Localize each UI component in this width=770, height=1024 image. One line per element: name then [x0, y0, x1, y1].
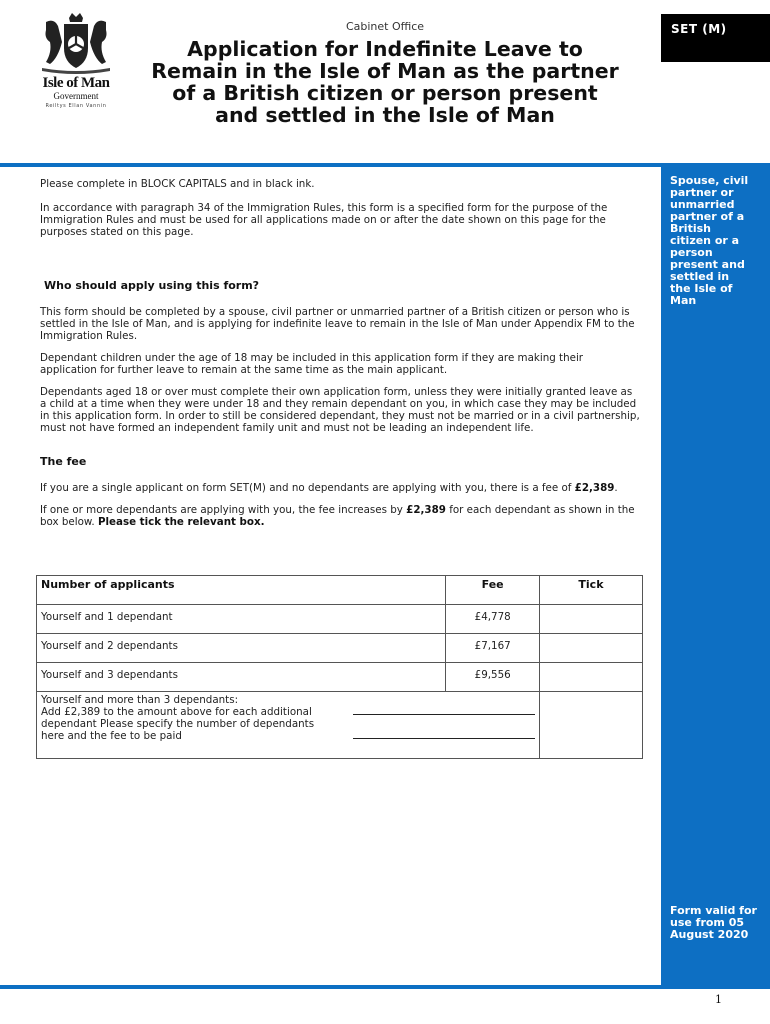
- form-title: Application for Indefinite Leave to Remain in the Isle of Man as the partner of a British citizen or person present and settled in the Isle of Man: [151, 37, 619, 127]
- tick-box[interactable]: [539, 605, 642, 634]
- instruction-text: Please complete in BLOCK CAPITALS and in black ink.: [40, 178, 315, 190]
- fee-amount-field[interactable]: [353, 738, 535, 739]
- form-code-badge: SET (M): [661, 14, 770, 62]
- dependant-fee-text: If one or more dependants are applying with you, the fee increases by £2,389 for each dependant as shown in the box below. Please tick the relevant box.: [40, 504, 635, 528]
- logo-title: Isle of Man: [42, 75, 110, 91]
- who-should-apply-text: This form should be completed by a spouse, civil partner or unmarried partner of a British citizen or person who is settled in the Isle of Man, and is applying for indefinite leave to remain in the Isle of Man under Appendix FM to the Immigration Rules.: [40, 306, 635, 342]
- dependant-children-text: Dependant children under the age of 18 may be included in this application form if they are making their application for further leave to remain at the same time as the main applicant.: [40, 352, 584, 376]
- tick-box[interactable]: [539, 692, 642, 759]
- sidebar-description: Spouse, civil partner or unmarried partner of a British citizen or a person present and settled in the Isle of Man: [670, 174, 749, 307]
- row-fee: £9,556: [446, 663, 540, 692]
- row-fee: £7,167: [446, 634, 540, 663]
- row-applicants: Yourself and 3 dependants: [37, 663, 446, 692]
- form-validity: Form valid for use from 05 August 2020: [670, 904, 757, 941]
- tick-box[interactable]: [539, 663, 642, 692]
- single-applicant-fee-text: If you are a single applicant on form SET(M) and no dependants are applying with you, there is a fee of £2,389.: [40, 482, 618, 494]
- header-applicants: Number of applicants: [37, 576, 446, 605]
- more-dependants-line3: dependant Please specify the number of dependants: [41, 718, 315, 730]
- row-fee: £4,778: [446, 605, 540, 634]
- more-dependants-cell: [37, 692, 540, 759]
- table-row: [37, 605, 643, 634]
- form-guidance: [40, 178, 640, 538]
- table-row-more-dependants: [37, 692, 643, 759]
- more-dependants-line4: here and the fee to be paid: [41, 730, 182, 742]
- department-name: Cabinet Office: [345, 20, 425, 33]
- header-fee: Fee: [446, 576, 540, 605]
- logo-subtitle: Government: [53, 91, 99, 101]
- table-row: [37, 634, 643, 663]
- tick-box[interactable]: [539, 634, 642, 663]
- bottom-divider: [0, 985, 770, 989]
- row-applicants: Yourself and 1 dependant: [37, 605, 446, 634]
- accordance-text: In accordance with paragraph 34 of the Immigration Rules, this form is a specified form for the purpose of the Immigration Rules and must be used for all applications made on or after the date shown on this page for the purposes stated on this page.: [40, 202, 608, 238]
- more-dependants-line2: Add £2,389 to the amount above for each additional: [41, 706, 312, 718]
- adult-dependants-text: Dependants aged 18 or over must complete their own application form, unless they were initially granted leave as a child at a time when they were under 18 and they remain dependant on you, in which case they may be included in this application form. In order to still be considered dependant, they must not be married or in a civil partnership, must not have formed an independent family unit and must not be leading an independent life.: [40, 386, 640, 434]
- fee-table-header: [37, 576, 643, 605]
- page-number: 1: [715, 993, 722, 1006]
- header-tick: Tick: [539, 576, 642, 605]
- top-divider: [0, 163, 770, 167]
- more-dependants-line1: Yourself and more than 3 dependants:: [41, 694, 239, 706]
- fee-table: [36, 575, 643, 759]
- row-applicants: Yourself and 2 dependants: [37, 634, 446, 663]
- dependant-count-field[interactable]: [353, 714, 535, 715]
- sidebar-panel: [661, 163, 770, 989]
- table-row: [37, 663, 643, 692]
- who-should-apply-heading: Who should apply using this form?: [44, 279, 260, 292]
- fee-heading: The fee: [40, 455, 87, 468]
- single-fee-amount: £2,389: [574, 482, 615, 494]
- isle-of-man-government-logo: [30, 12, 122, 110]
- tick-instruction: Please tick the relevant box.: [97, 516, 265, 528]
- dependant-fee-amount: £2,389: [406, 504, 446, 516]
- coat-of-arms-icon: [36, 12, 116, 74]
- logo-motto: Reiltys Ellan Vannin: [45, 103, 107, 109]
